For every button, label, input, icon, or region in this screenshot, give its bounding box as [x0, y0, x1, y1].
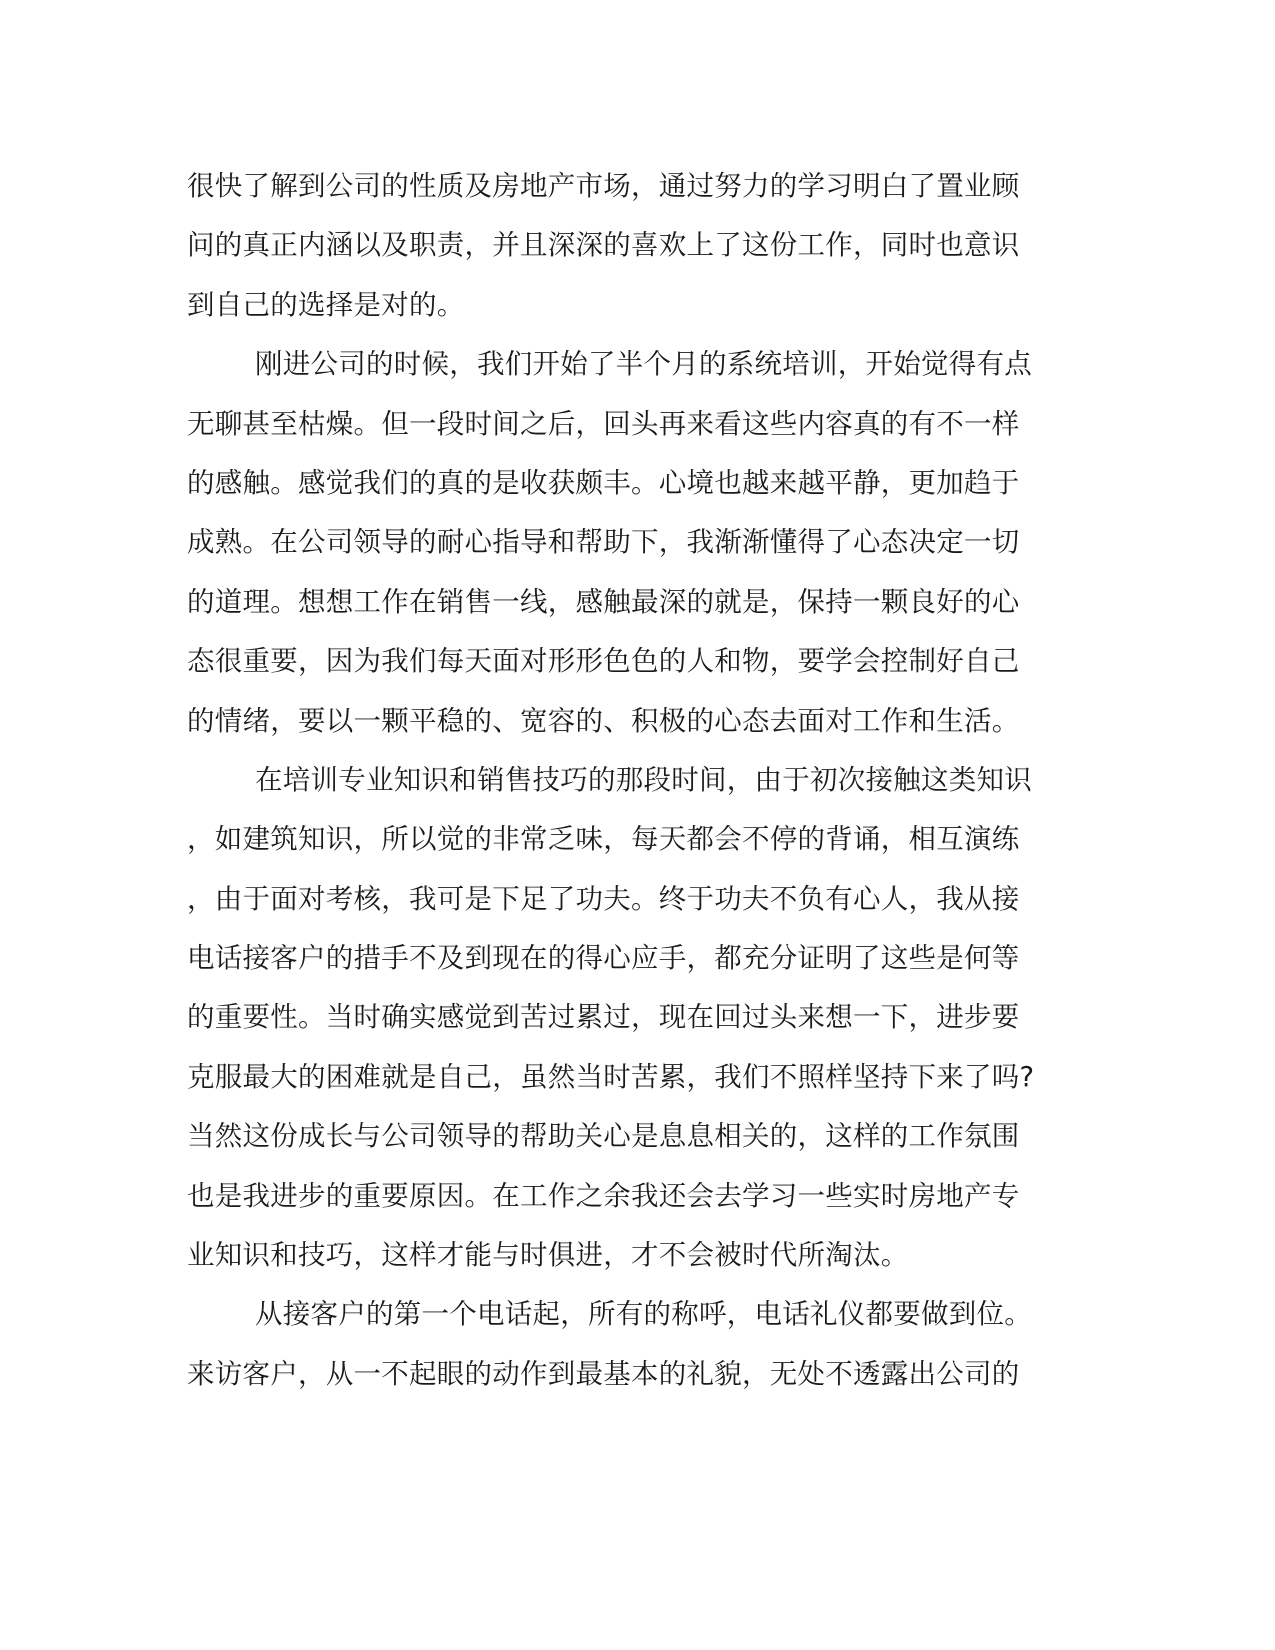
text-line: ，由于面对考核，我可是下足了功夫。终于功夫不负有心人，我从接	[187, 882, 1020, 915]
paragraph-first-line: 刚进公司的时候，我们开始了半个月的系统培训，开始觉得有点	[255, 348, 1032, 381]
text-line: 克服最大的困难就是自己，虽然当时苦累，我们不照样坚持下来了吗?	[187, 1060, 1035, 1093]
text-line: 的重要性。当时确实感觉到苦过累过，现在回过头来想一下，进步要	[187, 1001, 1020, 1034]
text-line: 业知识和技巧，这样才能与时俱进，才不会被时代所淘汰。	[187, 1239, 909, 1272]
paragraph-first-line: 在培训专业知识和销售技巧的那段时间，由于初次接触这类知识	[255, 763, 1032, 796]
text-line: 成熟。在公司领导的耐心指导和帮助下，我渐渐懂得了心态决定一切	[187, 526, 1020, 559]
text-line: 很快了解到公司的性质及房地产市场，通过努力的学习明白了置业顾	[187, 170, 1020, 202]
text-line: ，如建筑知识，所以觉的非常乏味，每天都会不停的背诵，相互演练	[187, 823, 1020, 856]
document-body	[187, 157, 1075, 1404]
text-line: 电话接客户的措手不及到现在的得心应手，都充分证明了这些是何等	[187, 942, 1020, 975]
text-line: 的道理。想想工作在销售一线，感触最深的就是，保持一颗良好的心	[187, 585, 1020, 618]
text-line: 的感触。感觉我们的真的是收获颇丰。心境也越来越平静，更加趋于	[187, 466, 1020, 499]
text-line: 也是我进步的重要原因。在工作之余我还会去学习一些实时房地产专	[187, 1179, 1020, 1212]
text-line: 态很重要，因为我们每天面对形形色色的人和物，要学会控制好自己	[187, 645, 1020, 678]
text-line: 到自己的选择是对的。	[187, 288, 465, 321]
text-line: 来访客户，从一不起眼的动作到最基本的礼貌，无处不透露出公司的	[187, 1357, 1020, 1390]
text-line: 无聊甚至枯燥。但一段时间之后，回头再来看这些内容真的有不一样	[187, 407, 1020, 440]
text-line: 当然这份成长与公司领导的帮助关心是息息相关的，这样的工作氛围	[187, 1120, 1020, 1153]
text-line: 问的真正内涵以及职责，并且深深的喜欢上了这份工作，同时也意识	[187, 229, 1020, 262]
text-line: 的情绪，要以一颗平稳的、宽容的、积极的心态去面对工作和生活。	[187, 704, 1020, 737]
paragraph-first-line: 从接客户的第一个电话起，所有的称呼，电话礼仪都要做到位。	[255, 1298, 1032, 1331]
